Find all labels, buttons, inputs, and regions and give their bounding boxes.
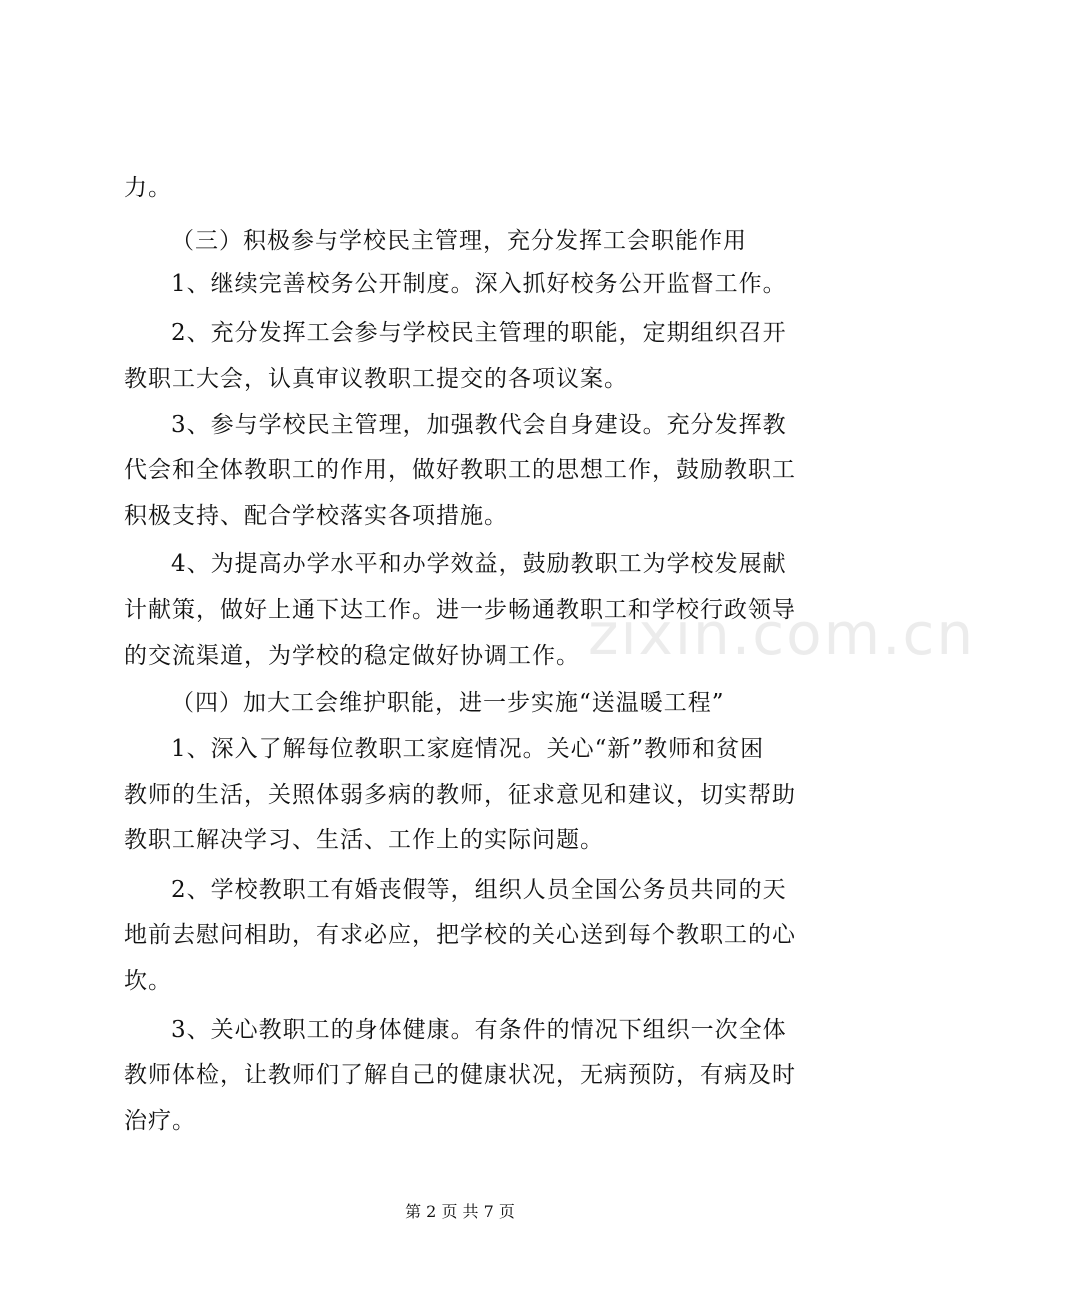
text-line: 教职工大会，认真审议教职工提交的各项议案。 [124, 366, 628, 392]
text-line: 1、继续完善校务公开制度。深入抓好校务公开监督工作。 [171, 271, 787, 297]
text-line: 代会和全体教职工的作用，做好教职工的思想工作，鼓励教职工 [124, 457, 796, 483]
text-line: 教职工解决学习、生活、工作上的实际问题。 [124, 827, 604, 853]
text-line: 教师体检，让教师们了解自己的健康状况，无病预防，有病及时 [124, 1062, 796, 1088]
text-line: 2、充分发挥工会参与学校民主管理的职能，定期组织召开 [171, 320, 787, 346]
text-line: 地前去慰问相助，有求必应，把学校的关心送到每个教职工的心 [124, 922, 796, 948]
section-heading: （三）积极参与学校民主管理，充分发挥工会职能作用 [171, 228, 747, 254]
text-line: 3、参与学校民主管理，加强教代会自身建设。充分发挥教 [171, 412, 787, 438]
text-line: 2、学校教职工有婚丧假等，组织人员全国公务员共同的天 [171, 877, 787, 903]
text-line: 的交流渠道，为学校的稳定做好协调工作。 [124, 643, 580, 669]
text-line: 积极支持、配合学校落实各项措施。 [124, 503, 508, 529]
text-line: 治疗。 [124, 1108, 196, 1134]
section-heading: （四）加大工会维护职能，进一步实施“送温暖工程” [171, 690, 725, 716]
page-footer: 第 2 页 共 7 页 [405, 1202, 515, 1221]
text-line: 4、为提高办学水平和办学效益，鼓励教职工为学校发展献 [171, 551, 787, 577]
text-line: 坎。 [124, 968, 172, 994]
text-line: 计献策，做好上通下达工作。进一步畅通教职工和学校行政领导 [124, 597, 796, 623]
text-line: 力。 [124, 175, 172, 201]
text-line: 教师的生活，关照体弱多病的教师，征求意见和建议，切实帮助 [124, 782, 796, 808]
text-line: 1、深入了解每位教职工家庭情况。关心“新”教师和贫困 [171, 736, 765, 762]
text-line: 3、关心教职工的身体健康。有条件的情况下组织一次全体 [171, 1017, 787, 1043]
watermark: zixin.com.cn [588, 600, 976, 668]
